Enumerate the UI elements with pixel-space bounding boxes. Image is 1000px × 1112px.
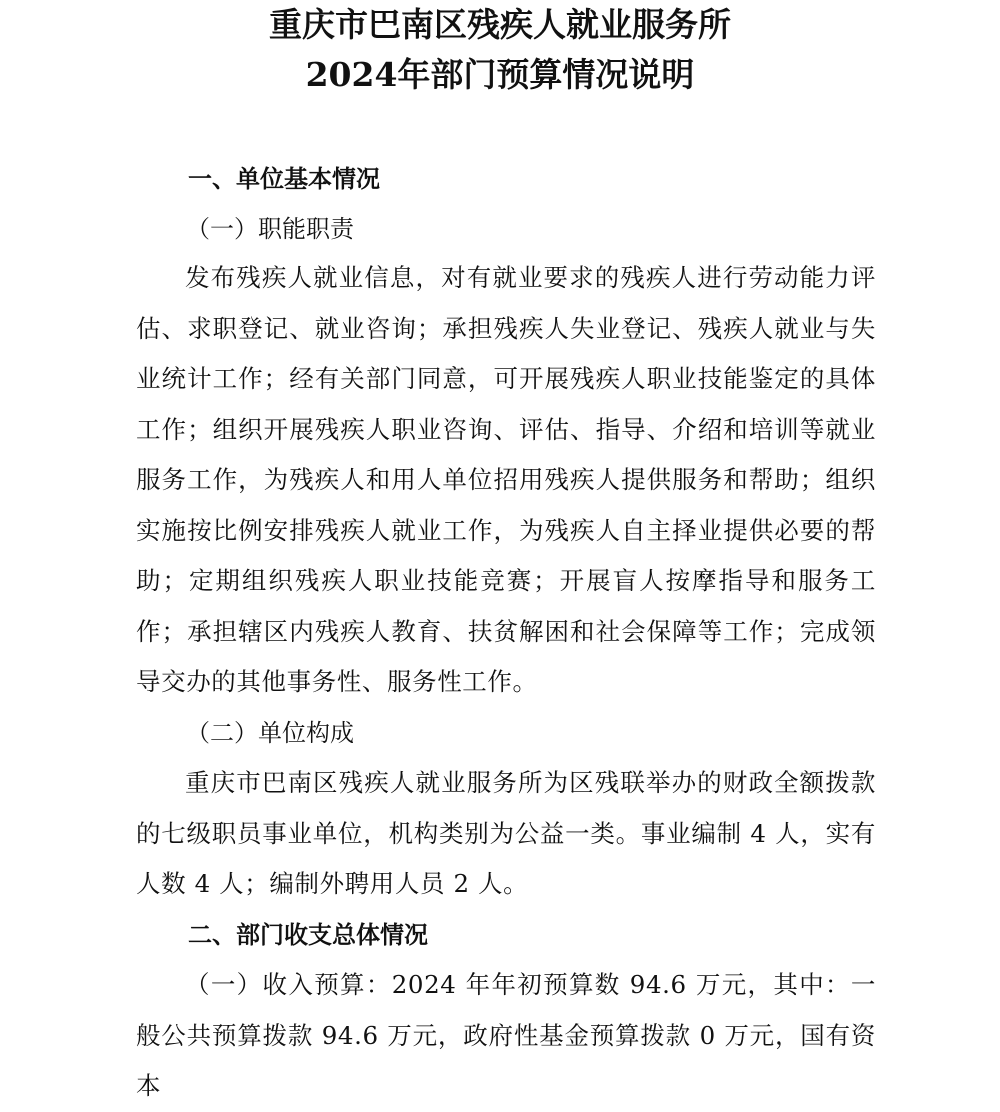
document-title-line2: 2024年部门预算情况说明 [305,55,695,94]
section-heading-revenue-expenditure: 二、部门收支总体情况 [188,921,428,949]
paragraph-income-budget: （一）收入预算：2024 年年初预算数 94.6 万元，其中：一般公共预算拨款 94.6 万元，政府性基金预算拨款 0 万元，国有资本 [136,970,876,1100]
section-heading-basic-info: 一、单位基本情况 [188,165,380,193]
subsection-heading-composition: （二）单位构成 [186,719,354,747]
document-title-line1: 重庆市巴南区残疾人就业服务所 [269,5,731,44]
paragraph-functions: 发布残疾人就业信息，对有就业要求的残疾人进行劳动能力评估、求职登记、就业咨询；承担残疾人失业登记、残疾人就业与失业统计工作；经有关部门同意，可开展残疾人职业技能鉴定的具体工作；组织开展残疾人职业咨询、评估、指导、介绍和培训等就业服务工作，为残疾人和用人单位招用残疾人提供服务和帮助；组织实施按比例安排残疾人就业工作，为残疾人自主择业提供必要的帮助；定期组织残疾人职业技能竞赛；开展盲人按摩指导和服务工作；承担辖区内残疾人教育、扶贫解困和社会保障等工作；完成领导交办的其他事务性、服务性工作。 [136,263,876,696]
subsection-heading-functions: （一）职能职责 [186,215,354,243]
paragraph-composition: 重庆市巴南区残疾人就业服务所为区残联举办的财政全额拨款的七级职员事业单位，机构类别为公益一类。事业编制 4 人，实有人数 4 人；编制外聘用人员 2 人。 [136,768,876,898]
